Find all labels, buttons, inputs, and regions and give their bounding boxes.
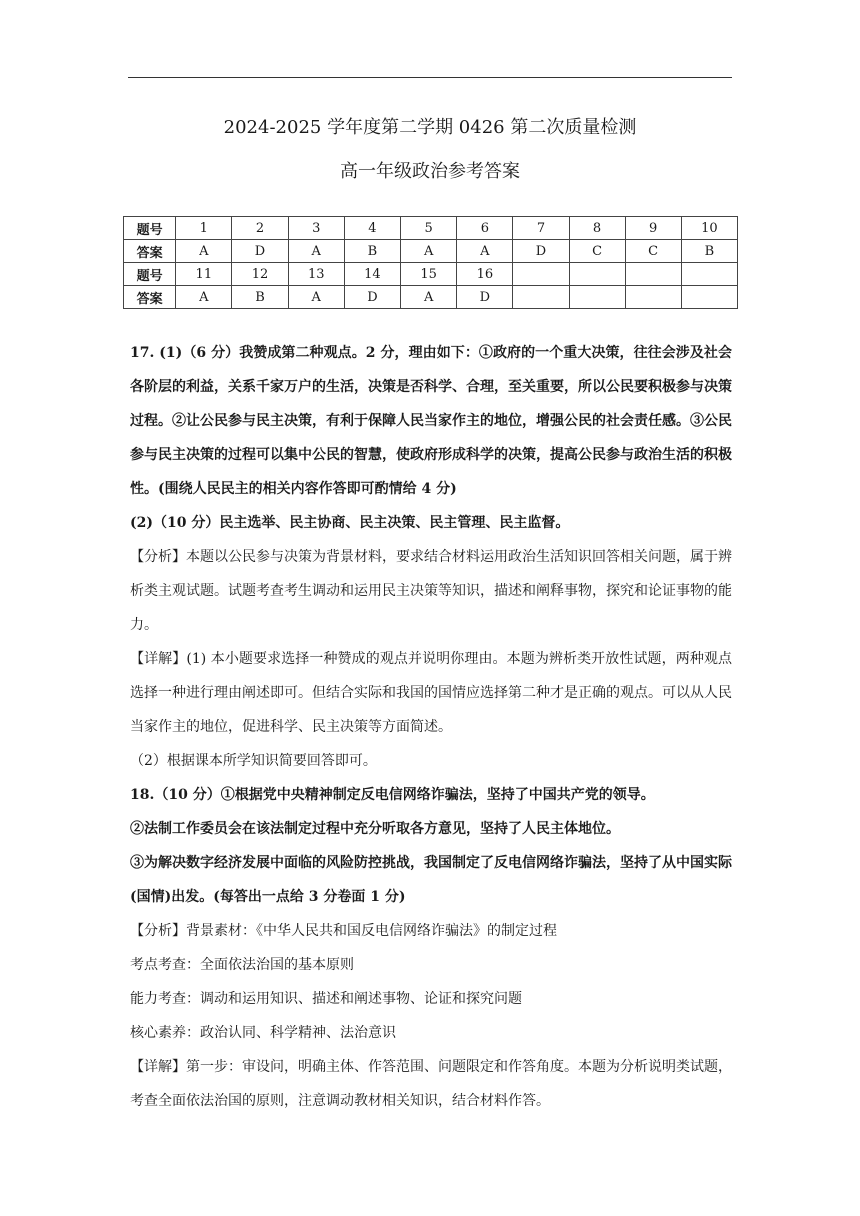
answer-table-cell: 10 bbox=[681, 217, 737, 240]
answer-table-cell: B bbox=[232, 286, 288, 309]
answer-table-cell bbox=[569, 263, 625, 286]
q18-detail: 【详解】第一步：审设问，明确主体、作答范围、问题限定和作答角度。本题为分析说明类试题，考查全面依法治国的原则，注意调动教材相关知识，结合材料作答。 bbox=[130, 1059, 732, 1109]
answer-table-cell: A bbox=[401, 240, 457, 263]
answer-table-cell: B bbox=[681, 240, 737, 263]
answer-table-cell: 11 bbox=[176, 263, 232, 286]
answer-table-row-header: 题号 bbox=[124, 217, 176, 240]
answer-table-cell: 16 bbox=[457, 263, 513, 286]
q18-line-1: 18.（10 分）①根据党中央精神制定反电信网络诈骗法，坚持了中国共产党的领导。 bbox=[130, 787, 655, 803]
q17-detail-1: 【详解】(1) 本小题要求选择一种赞成的观点并说明你理由。本题为辨析类开放性试题，两种观点选择一种进行理由阐述即可。但结合实际和我国的国情应选择第二种才是正确的观点。可以从人民当家作主的地位，促进科学、民主决策等方面简述。 bbox=[130, 651, 732, 735]
q18-literacy: 核心素养：政治认同、科学精神、法治意识 bbox=[130, 1025, 396, 1041]
q17-part1: 17. (1)（6 分）我赞成第二种观点。2 分，理由如下：①政府的一个重大决策，往往会涉及社会各阶层的利益，关系千家万户的生活，决策是否科学、合理，至关重要，所以公民要积极参与决策过程。②让公民参与民主决策，有利于保障人民当家作主的地位，增强公民的社会责任感。③公民参与民主决策的过程可以集中公民的智慧，使政府形成科学的决策，提高公民参与政治生活的积极性。(围绕人民民主的相关内容作答即可酌情给 4 分) bbox=[130, 345, 732, 497]
answer-table-cell: 9 bbox=[625, 217, 681, 240]
answer-table-cell: C bbox=[625, 240, 681, 263]
answer-table-cell: 3 bbox=[288, 217, 344, 240]
answer-table-row-header: 题号 bbox=[124, 263, 176, 286]
answer-table-cell: 2 bbox=[232, 217, 288, 240]
q17-detail-2: （2）根据课本所学知识简要回答即可。 bbox=[130, 753, 377, 769]
answer-table-row bbox=[124, 217, 738, 240]
q18-ability: 能力考查：调动和运用知识、描述和阐述事物、论证和探究问题 bbox=[130, 991, 522, 1007]
q17-part2: (2)（10 分）民主选举、民主协商、民主决策、民主管理、民主监督。 bbox=[130, 515, 570, 531]
answer-table-row bbox=[124, 240, 738, 263]
answer-table-row bbox=[124, 263, 738, 286]
answer-table-cell: 6 bbox=[457, 217, 513, 240]
answer-table-cell: 12 bbox=[232, 263, 288, 286]
answer-table-cell bbox=[569, 286, 625, 309]
answer-table-cell: 7 bbox=[513, 217, 569, 240]
answer-table-cell: A bbox=[457, 240, 513, 263]
answer-table-cell: A bbox=[288, 240, 344, 263]
q18-analysis: 【分析】背景素材：《中华人民共和国反电信网络诈骗法》的制定过程 bbox=[130, 923, 557, 939]
answer-table bbox=[123, 216, 738, 309]
q17-analysis: 【分析】本题以公民参与决策为背景材料，要求结合材料运用政治生活知识回答相关问题，属于辨析类主观试题。试题考查考生调动和运用民主决策等知识，描述和阐释事物，探究和论证事物的能力。 bbox=[130, 549, 732, 633]
answer-table-row-header: 答案 bbox=[124, 240, 176, 263]
answer-table-cell bbox=[625, 263, 681, 286]
answer-table-cell: C bbox=[569, 240, 625, 263]
answer-table-cell bbox=[513, 286, 569, 309]
answer-table-cell: 1 bbox=[176, 217, 232, 240]
answer-table-cell: A bbox=[401, 286, 457, 309]
answer-table-cell: 8 bbox=[569, 217, 625, 240]
header-rule bbox=[128, 77, 732, 78]
answer-table-cell: B bbox=[344, 240, 400, 263]
answer-table-cell: 13 bbox=[288, 263, 344, 286]
answer-table-cell: 4 bbox=[344, 217, 400, 240]
document-title: 2024-2025 学年度第二学期 0426 第二次质量检测 bbox=[223, 117, 637, 138]
answer-table-cell bbox=[681, 286, 737, 309]
answer-table-cell: D bbox=[457, 286, 513, 309]
answer-table-row-header: 答案 bbox=[124, 286, 176, 309]
answer-table-cell: A bbox=[288, 286, 344, 309]
answer-table-cell: 5 bbox=[401, 217, 457, 240]
answer-table-cell bbox=[513, 263, 569, 286]
answer-table-cell: D bbox=[513, 240, 569, 263]
answer-table-cell: A bbox=[176, 240, 232, 263]
q18-point: 考点考查：全面依法治国的基本原则 bbox=[130, 957, 354, 973]
answer-table-cell: 15 bbox=[401, 263, 457, 286]
answer-content bbox=[130, 336, 732, 1118]
answer-table-cell bbox=[625, 286, 681, 309]
answer-table-cell: D bbox=[344, 286, 400, 309]
answer-table-row bbox=[124, 286, 738, 309]
q18-line-3: ③为解决数字经济发展中面临的风险防控挑战，我国制定了反电信网络诈骗法，坚持了从中国实际(国情)出发。(每答出一点给 3 分卷面 1 分) bbox=[130, 855, 732, 905]
answer-table-cell: A bbox=[176, 286, 232, 309]
document-subtitle: 高一年级政治参考答案 bbox=[340, 161, 520, 182]
q18-line-2: ②法制工作委员会在该法制定过程中充分听取各方意见，坚持了人民主体地位。 bbox=[130, 821, 620, 837]
answer-table-cell bbox=[681, 263, 737, 286]
answer-table-cell: D bbox=[232, 240, 288, 263]
answer-table-cell: 14 bbox=[344, 263, 400, 286]
